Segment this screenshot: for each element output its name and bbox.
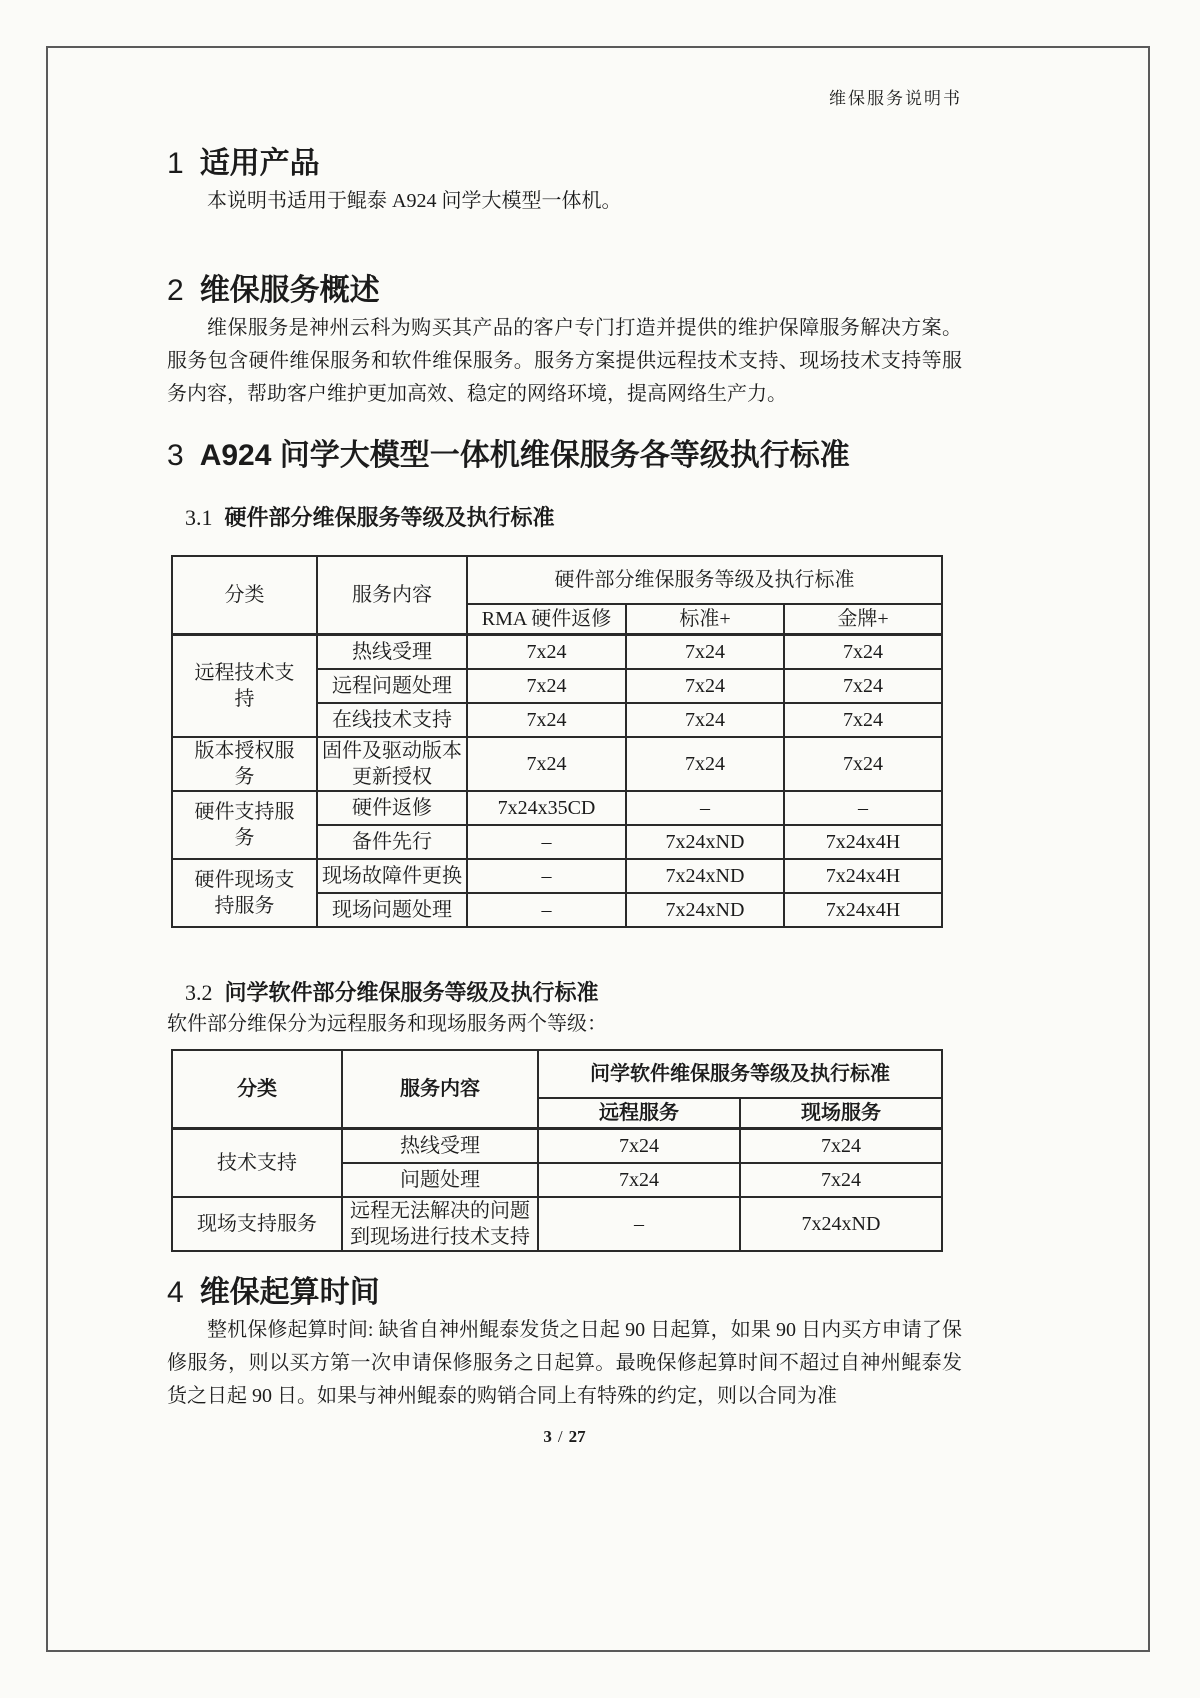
value-cell: – [784,791,942,825]
software-service-table [171,1049,943,1252]
table-row [172,635,942,670]
hardware-service-table [171,555,943,928]
value-cell: 7x24 [467,737,626,791]
category-cell: 版本授权服务 [172,737,317,791]
column-header-group-title: 问学软件维保服务等级及执行标准 [538,1050,942,1098]
section-3-number: 3 [167,439,184,472]
section-2-heading [167,270,962,312]
page-frame [46,46,1150,1652]
value-cell: – [467,859,626,893]
paragraph-applicable-products: 本说明书适用于鲲泰 A924 问学大模型一体机。 [207,190,622,212]
section-3-1-number: 3.1 [185,505,213,530]
table-row [172,791,942,825]
value-cell: 7x24xND [740,1197,942,1251]
table-header-row [172,1050,942,1098]
section-1-heading [167,143,962,185]
service-cell: 热线受理 [317,635,467,670]
column-header-level: 金牌+ [784,604,942,635]
category-cell: 硬件现场支持服务 [172,859,317,927]
section-4-title: 维保起算时间 [199,1276,380,1309]
column-header-level: RMA 硬件返修 [467,604,626,635]
table-row [172,859,942,893]
service-cell: 现场问题处理 [317,893,467,927]
document-header-note: 维保服务说明书 [829,89,962,108]
page-footer [167,1427,962,1447]
service-cell: 硬件返修 [317,791,467,825]
section-3-title: A924 问学大模型一体机维保服务各等级执行标准 [199,439,850,472]
page-number-separator: / [557,1427,563,1446]
category-cell: 技术支持 [172,1129,342,1198]
paragraph-warranty-start: 整机保修起算时间: 缺省自神州鲲泰发货之日起 90 日起算，如果 90 日内买方申请了保修服务，则以买方第一次申请保修服务之日起算。最晚保修起算时间不超过自神州鲲泰发货之日起 90 日。如果与神州鲲泰的购销合同上有特殊的约定，则以合同为准 [167,1319,962,1407]
column-header-level: 现场服务 [740,1098,942,1129]
section-4-heading [167,1272,962,1314]
value-cell: – [467,825,626,859]
value-cell: – [467,893,626,927]
value-cell: 7x24 [467,669,626,703]
value-cell: 7x24 [626,669,784,703]
value-cell: 7x24x35CD [467,791,626,825]
table-row [172,1129,942,1164]
value-cell: 7x24 [626,703,784,737]
value-cell: 7x24x4H [784,825,942,859]
section-3-heading [167,435,962,477]
value-cell: 7x24x4H [784,893,942,927]
section-4-number: 4 [167,1276,184,1309]
section-3-1-title: 硬件部分维保服务等级及执行标准 [224,505,555,530]
value-cell: – [626,791,784,825]
service-cell: 备件先行 [317,825,467,859]
section-3-1-heading [185,503,962,533]
value-cell: 7x24xND [626,859,784,893]
service-cell: 远程无法解决的问题到现场进行技术支持 [342,1197,538,1251]
service-cell: 在线技术支持 [317,703,467,737]
table-row [172,737,942,791]
value-cell: 7x24 [740,1129,942,1164]
value-cell: 7x24 [538,1163,740,1197]
page-total: 27 [568,1427,586,1446]
value-cell: 7x24 [784,669,942,703]
column-header-category: 分类 [172,556,317,635]
column-header-category: 分类 [172,1050,342,1129]
service-cell: 问题处理 [342,1163,538,1197]
page-content [48,48,962,1447]
value-cell: 7x24 [626,737,784,791]
value-cell: 7x24 [467,703,626,737]
value-cell: 7x24 [740,1163,942,1197]
service-cell: 现场故障件更换 [317,859,467,893]
paragraph-software-levels: 软件部分维保分为远程服务和现场服务两个等级： [167,1013,607,1035]
section-2-number: 2 [167,274,184,307]
column-header-level: 标准+ [626,604,784,635]
column-header-level: 远程服务 [538,1098,740,1129]
value-cell: 7x24x4H [784,859,942,893]
service-cell: 热线受理 [342,1129,538,1164]
category-cell: 硬件支持服务 [172,791,317,859]
value-cell: 7x24 [784,703,942,737]
value-cell: 7x24xND [626,893,784,927]
section-2-title: 维保服务概述 [199,274,380,307]
section-1-number: 1 [167,147,184,180]
section-3-2-title: 问学软件部分维保服务等级及执行标准 [224,980,599,1005]
paragraph-service-overview: 维保服务是神州云科为购买其产品的客户专门打造并提供的维护保障服务解决方案。服务包含硬件维保服务和软件维保服务。服务方案提供远程技术支持、现场技术支持等服务内容，帮助客户维护更加高效、稳定的网络环境，提高网络生产力。 [167,317,962,405]
value-cell: 7x24 [784,737,942,791]
service-cell: 固件及驱动版本更新授权 [317,737,467,791]
page-number: 3 [543,1427,552,1446]
value-cell: 7x24 [538,1129,740,1164]
section-1-title: 适用产品 [199,147,320,180]
table-row [172,1197,942,1251]
column-header-service: 服务内容 [342,1050,538,1129]
category-cell: 现场支持服务 [172,1197,342,1251]
category-cell: 远程技术支持 [172,635,317,738]
column-header-group-title: 硬件部分维保服务等级及执行标准 [467,556,942,604]
table-header-row [172,556,942,604]
service-cell: 远程问题处理 [317,669,467,703]
value-cell: 7x24xND [626,825,784,859]
column-header-service: 服务内容 [317,556,467,635]
value-cell: 7x24 [626,635,784,670]
section-3-2-heading [185,978,962,1008]
value-cell: – [538,1197,740,1251]
value-cell: 7x24 [467,635,626,670]
value-cell: 7x24 [784,635,942,670]
section-3-2-number: 3.2 [185,980,213,1005]
